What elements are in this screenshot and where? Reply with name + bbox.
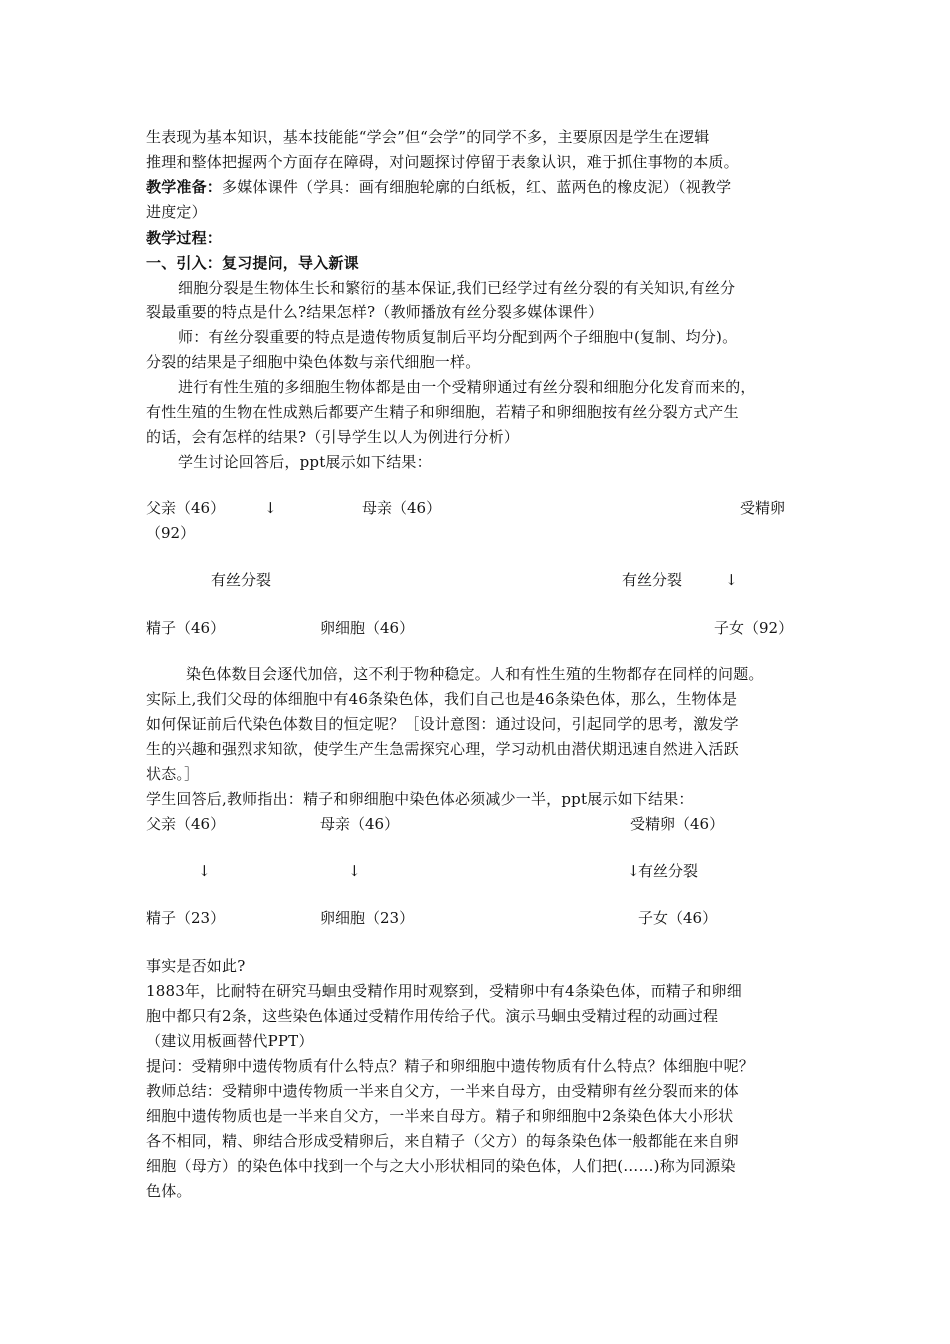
paragraph-line: 各不相同，精、卵结合形成受精卵后，来自精子（父方）的每条染色体一般都能在来自卵 xyxy=(146,1132,739,1150)
paragraph-line: 染色体数目会逐代加倍，这不利于物种稳定。人和有性生殖的生物都存在同样的问题。 xyxy=(186,665,764,683)
paragraph-line: 分裂的结果是子细胞中染色体数与亲代细胞一样。 xyxy=(146,353,481,371)
paragraph-line: 色体。 xyxy=(146,1182,192,1200)
paragraph-line: 进度定） xyxy=(146,203,207,221)
mitosis-left-label: 有丝分裂 xyxy=(211,571,272,589)
section-heading: 一、引入：复习提问，导入新课 xyxy=(146,254,359,272)
paragraph-line: 生表现为基本知识，基本技能能“学会”但“会学”的同学不多，主要原因是学生在逻辑 xyxy=(146,128,710,146)
paragraph-line: 学生讨论回答后，ppt展示如下结果： xyxy=(178,453,432,471)
paragraph-line: 师：有丝分裂重要的特点是遗传物质复制后平均分配到两个子细胞中(复制、均分)。 xyxy=(178,328,738,346)
mitosis-label: 有丝分裂 xyxy=(638,862,699,880)
zygote-label: 受精卵 xyxy=(740,499,786,517)
paragraph-line: 学生回答后,教师指出：精子和卵细胞中染色体必须减少一半，ppt展示如下结果： xyxy=(146,790,694,808)
mother-label: 母亲（46） xyxy=(320,815,400,833)
zygote-count: （92） xyxy=(146,524,196,542)
father-label: 父亲（46） xyxy=(146,499,226,517)
sperm-label: 精子（46） xyxy=(146,619,226,637)
paragraph-line: 的话，会有怎样的结果?（引导学生以人为例进行分析） xyxy=(146,428,520,446)
paragraph-line: 实际上,我们父母的体细胞中有46条染色体，我们自己也是46条染色体，那么，生物体是 xyxy=(146,690,738,708)
paragraph-line: 进行有性生殖的多细胞生物体都是由一个受精卵通过有丝分裂和细胞分化发育而来的， xyxy=(178,378,756,396)
egg-label: 卵细胞（23） xyxy=(320,909,415,927)
child-label: 子女（46） xyxy=(638,909,718,927)
child-label: 子女（92） xyxy=(714,619,794,637)
teaching-process-heading: 教学过程： xyxy=(146,229,223,247)
paragraph-line: 有性生殖的生物在性成熟后都要产生精子和卵细胞，若精子和卵细胞按有丝分裂方式产生 xyxy=(146,403,739,421)
paragraph-line: 细胞中遗传物质也是一半来自父方，一半来自母方。精子和卵细胞中2条染色体大小形状 xyxy=(146,1107,734,1125)
paragraph-line: 推理和整体把握两个方面存在障碍，对问题探讨停留于表象认识，难于抓住事物的本质。 xyxy=(146,153,739,171)
paragraph-line: 胞中都只有2条，这些染色体通过受精作用传给子代。演示马蛔虫受精过程的动画过程 xyxy=(146,1007,719,1025)
paragraph-line: （建议用板画替代PPT） xyxy=(146,1032,314,1050)
paragraph-line: 如何保证前后代染色体数目的恒定呢？［设计意图：通过设问，引起同学的思考，激发学 xyxy=(146,715,739,733)
teaching-preparation xyxy=(146,177,731,197)
arrow-down-icon: ↓ xyxy=(264,499,277,517)
paragraph-line: 细胞分裂是生物体生长和繁衍的基本保证,我们已经学过有丝分裂的有关知识,有丝分 xyxy=(178,279,736,297)
paragraph-line: 教师总结：受精卵中遗传物质一半来自父方，一半来自母方，由受精卵有丝分裂而来的体 xyxy=(146,1082,739,1100)
paragraph-line: 细胞（母方）的染色体中找到一个与之大小形状相同的染色体，人们把(……)称为同源染 xyxy=(146,1157,736,1175)
paragraph-line: 状态。］ xyxy=(146,765,200,783)
egg-label: 卵细胞（46） xyxy=(320,619,415,637)
arrow-down-icon: ↓ xyxy=(627,862,640,880)
paragraph-line: 1883年，比耐特在研究马蛔虫受精作用时观察到，受精卵中有4条染色体，而精子和卵细 xyxy=(146,982,742,1000)
mitosis-right-label: 有丝分裂 xyxy=(622,571,683,589)
arrow-down-icon: ↓ xyxy=(348,862,361,880)
sperm-label: 精子（23） xyxy=(146,909,226,927)
father-label: 父亲（46） xyxy=(146,815,226,833)
prep-label: 教学准备： xyxy=(146,178,223,196)
arrow-down-icon: ↓ xyxy=(725,571,738,589)
paragraph-line: 生的兴趣和强烈求知欲，使学生产生急需探究心理，学习动机由潜伏期迅速自然进入活跃 xyxy=(146,740,739,758)
arrow-down-icon: ↓ xyxy=(198,862,211,880)
mother-label: 母亲（46） xyxy=(362,499,442,517)
paragraph-line: 裂最重要的特点是什么?结果怎样?（教师播放有丝分裂多媒体课件） xyxy=(146,303,604,321)
paragraph-line: 提问：受精卵中遗传物质有什么特点？精子和卵细胞中遗传物质有什么特点？体细胞中呢？ xyxy=(146,1057,755,1075)
prep-text: 多媒体课件（学具：画有细胞轮廓的白纸板，红、蓝两色的橡皮泥）（视教学 xyxy=(222,178,732,196)
paragraph-line: 事实是否如此? xyxy=(146,957,246,975)
zygote-label: 受精卵（46） xyxy=(630,815,725,833)
